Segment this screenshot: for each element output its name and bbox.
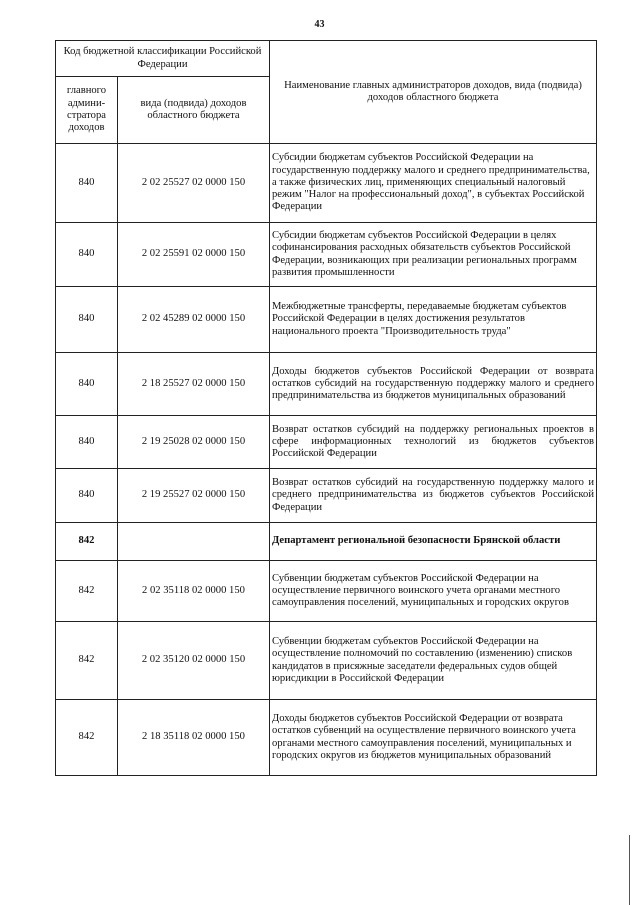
table-row xyxy=(56,416,597,469)
revenue-name-cell: Доходы бюджетов субъектов Российской Федерации от возврата остатков субвенций на осуществление первичного воинского учета органами местного самоуправления поселений, муниципальных и городских округов из бюджетов муниципальных образований xyxy=(270,700,597,776)
revenue-name-cell: Возврат остатков субсидий на поддержку региональных проектов в сфере информационных технологий из бюджетов субъектов Российской Федерации xyxy=(270,416,597,469)
revenue-name-cell: Возврат остатков субсидий на государственную поддержку малого и среднего предпринимательства из бюджетов субъектов Российской Федерации xyxy=(270,469,597,523)
table-row xyxy=(56,700,597,776)
page-number: 43 xyxy=(314,19,325,30)
revenue-code-cell: 2 02 25591 02 0000 150 xyxy=(118,223,270,287)
department-row xyxy=(56,523,597,561)
admin-code-cell: 840 xyxy=(56,287,118,353)
admin-code-cell: 842 xyxy=(56,700,118,776)
admin-code-cell: 842 xyxy=(56,523,118,561)
revenue-code-cell: 2 02 45289 02 0000 150 xyxy=(118,287,270,353)
revenue-code-cell xyxy=(118,523,270,561)
revenue-code-cell: 2 18 25527 02 0000 150 xyxy=(118,353,270,416)
revenue-code-cell: 2 02 35120 02 0000 150 xyxy=(118,622,270,700)
revenue-code-cell: 2 19 25527 02 0000 150 xyxy=(118,469,270,523)
revenue-name-cell: Субвенции бюджетам субъектов Российской Федерации на осуществление первичного воинского учета органами местного самоуправления поселений, муниципальных и городских округов xyxy=(270,561,597,622)
table-row xyxy=(56,353,597,416)
admin-code-cell: 842 xyxy=(56,622,118,700)
admin-code-cell: 840 xyxy=(56,353,118,416)
revenue-code-cell: 2 18 35118 02 0000 150 xyxy=(118,700,270,776)
table-row xyxy=(56,561,597,622)
header-code-group: Код бюджетной классификации Российской Федерации xyxy=(56,41,270,77)
revenue-name-cell: Субсидии бюджетам субъектов Российской Федерации в целях софинансирования расходных обязательств субъектов Российской Федерации, возникающих при реализации региональных программ развития промышленности xyxy=(270,223,597,287)
admin-code-cell: 840 xyxy=(56,144,118,223)
revenue-name-cell: Доходы бюджетов субъектов Российской Федерации от возврата остатков субсидий на государственную поддержку малого и среднего предпринимательства из бюджетов муниципальных образований xyxy=(270,353,597,416)
header-admin-column: главного админи-стратора доходов xyxy=(56,77,118,144)
admin-code-cell: 842 xyxy=(56,561,118,622)
budget-classification-table xyxy=(55,40,597,776)
revenue-name-cell: Субсидии бюджетам субъектов Российской Федерации на государственную поддержку малого и среднего предпринимательства, а также физических лиц, применяющих специальный налоговый режим "Налог на профессиональный доход", в субъектах Российской Федерации xyxy=(270,144,597,223)
revenue-code-cell: 2 02 35118 02 0000 150 xyxy=(118,561,270,622)
revenue-name-cell: Субвенции бюджетам субъектов Российской Федерации на осуществление полномочий по составлению (изменению) списков кандидатов в присяжные заседатели федеральных судов общей юрисдикции в Российской Федерации xyxy=(270,622,597,700)
admin-code-cell: 840 xyxy=(56,469,118,523)
table-row xyxy=(56,622,597,700)
header-revenue-type-column: вида (подвида) доходов областного бюджета xyxy=(118,77,270,144)
admin-code-cell: 840 xyxy=(56,416,118,469)
table-row xyxy=(56,287,597,353)
table-row xyxy=(56,144,597,223)
revenue-code-cell: 2 19 25028 02 0000 150 xyxy=(118,416,270,469)
admin-code-cell: 840 xyxy=(56,223,118,287)
revenue-name-cell: Межбюджетные трансферты, передаваемые бюджетам субъектов Российской Федерации в целях достижения результатов национального проекта "Производительность труда" xyxy=(270,287,597,353)
table-row xyxy=(56,469,597,523)
department-name-cell: Департамент региональной безопасности Брянской области xyxy=(270,523,597,561)
header-row-group xyxy=(56,41,597,77)
table-row xyxy=(56,223,597,287)
scan-edge-line xyxy=(629,835,630,905)
header-name-column: Наименование главных администраторов доходов, вида (подвида) доходов областного бюджета xyxy=(270,41,597,144)
revenue-code-cell: 2 02 25527 02 0000 150 xyxy=(118,144,270,223)
